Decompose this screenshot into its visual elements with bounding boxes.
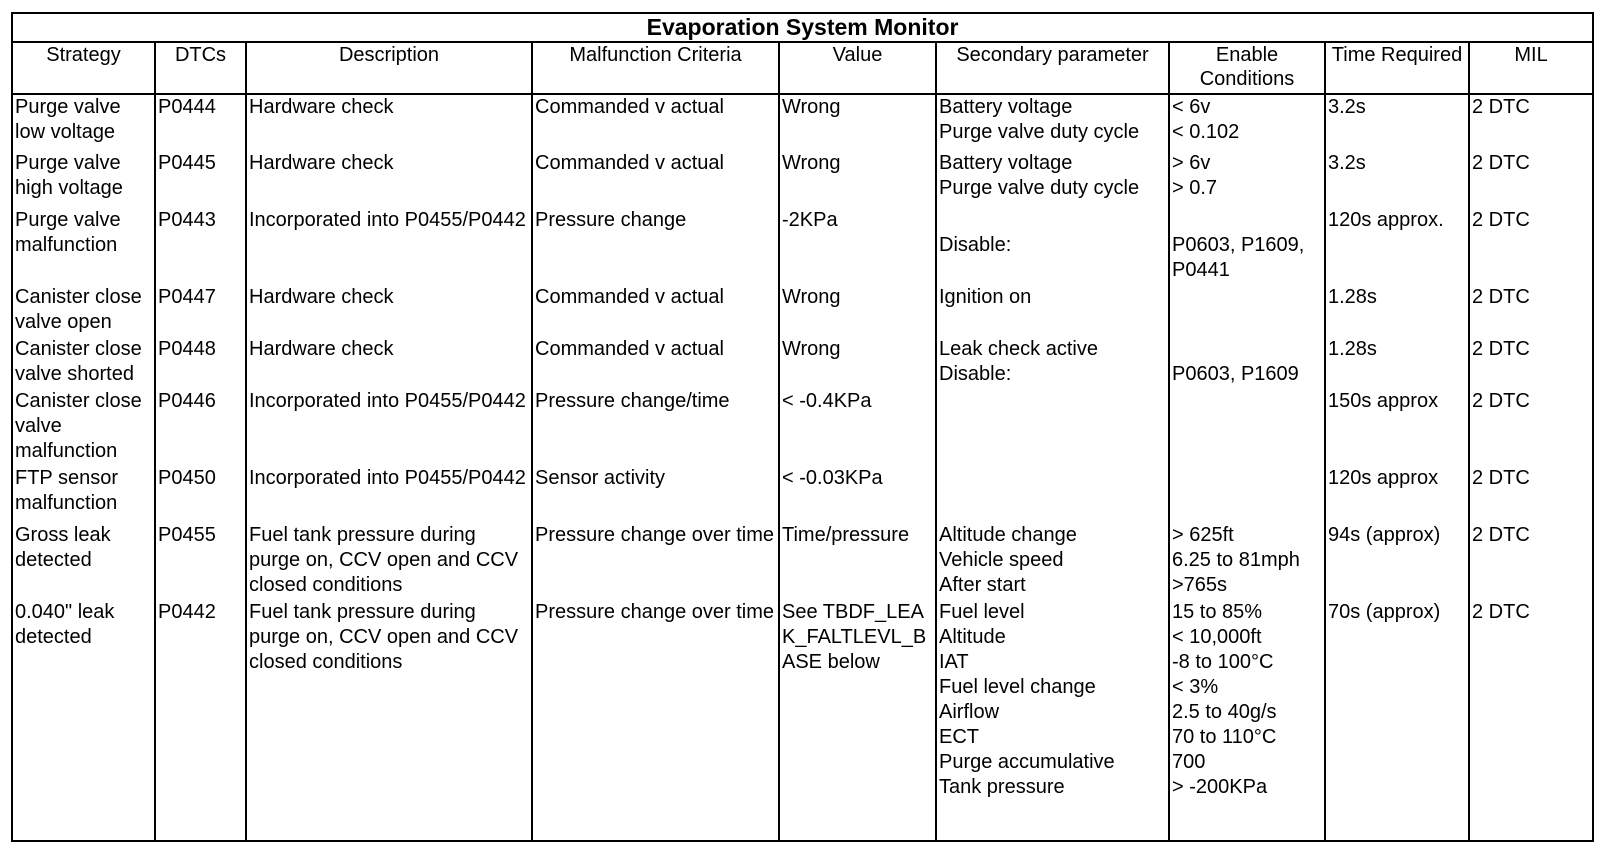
enable-line: 70 to 110°C bbox=[1172, 726, 1277, 748]
secondary-line: Leak check active bbox=[939, 338, 1098, 360]
cell-mil: 2 DTC bbox=[1469, 523, 1593, 600]
cell-secondary bbox=[936, 151, 1169, 208]
cell-secondary bbox=[936, 94, 1169, 151]
cell-strategy: Gross leak detected bbox=[12, 523, 155, 600]
header-description: Description bbox=[246, 42, 532, 94]
cell-enable bbox=[1169, 466, 1325, 523]
secondary-line: Fuel level change bbox=[939, 676, 1096, 698]
cell-value: See TBDF_LEAK_FALTLEVL_BASE below bbox=[779, 600, 936, 841]
cell-dtc: P0445 bbox=[155, 151, 246, 208]
cell-value: Wrong bbox=[779, 337, 936, 389]
header-malfunction-criteria: Malfunction Criteria bbox=[532, 42, 779, 94]
cell-mil: 2 DTC bbox=[1469, 389, 1593, 466]
secondary-line bbox=[939, 208, 1168, 233]
cell-enable bbox=[1169, 523, 1325, 600]
table-row bbox=[12, 389, 1593, 466]
cell-dtc: P0450 bbox=[155, 466, 246, 523]
cell-mil: 2 DTC bbox=[1469, 151, 1593, 208]
table-row bbox=[12, 337, 1593, 389]
enable-line: > 0.7 bbox=[1172, 177, 1218, 199]
cell-secondary bbox=[936, 389, 1169, 466]
enable-line: > 625ft bbox=[1172, 524, 1234, 546]
enable-line: 6.25 to 81mph bbox=[1172, 549, 1300, 571]
cell-strategy: Canister close valve open bbox=[12, 285, 155, 337]
cell-criteria: Pressure change over time bbox=[532, 600, 779, 841]
header-secondary-parameter: Secondary parameter bbox=[936, 42, 1169, 94]
enable-line: > -200KPa bbox=[1172, 776, 1268, 798]
cell-secondary bbox=[936, 337, 1169, 389]
cell-mil: 2 DTC bbox=[1469, 94, 1593, 151]
evaporation-monitor-table bbox=[11, 12, 1594, 842]
cell-enable bbox=[1169, 600, 1325, 841]
cell-description: Hardware check bbox=[246, 337, 532, 389]
cell-enable bbox=[1169, 389, 1325, 466]
header-time-required: Time Required bbox=[1325, 42, 1469, 94]
cell-dtc: P0448 bbox=[155, 337, 246, 389]
cell-secondary bbox=[936, 285, 1169, 337]
cell-criteria: Pressure change over time bbox=[532, 523, 779, 600]
cell-description: Incorporated into P0455/P0442 bbox=[246, 389, 532, 466]
cell-mil: 2 DTC bbox=[1469, 337, 1593, 389]
cell-mil: 2 DTC bbox=[1469, 600, 1593, 841]
secondary-line: Altitude change bbox=[939, 524, 1077, 546]
cell-criteria: Sensor activity bbox=[532, 466, 779, 523]
enable-line: P0603, P1609 bbox=[1172, 363, 1299, 385]
cell-strategy: FTP sensor malfunction bbox=[12, 466, 155, 523]
secondary-line: Disable: bbox=[939, 363, 1012, 385]
enable-line: < 3% bbox=[1172, 676, 1219, 698]
secondary-line: Altitude bbox=[939, 626, 1006, 648]
secondary-line: Purge accumulative bbox=[939, 751, 1115, 773]
cell-enable bbox=[1169, 151, 1325, 208]
cell-description: Fuel tank pressure during purge on, CCV open and CCV closed conditions bbox=[246, 523, 532, 600]
enable-line bbox=[1172, 337, 1324, 362]
enable-line: 15 to 85% bbox=[1172, 601, 1263, 623]
enable-line: 700 bbox=[1172, 751, 1206, 773]
cell-dtc: P0444 bbox=[155, 94, 246, 151]
cell-time: 3.2s bbox=[1325, 94, 1469, 151]
header-dtcs: DTCs bbox=[155, 42, 246, 94]
cell-criteria: Pressure change bbox=[532, 208, 779, 285]
cell-strategy: Purge valve malfunction bbox=[12, 208, 155, 285]
cell-description: Hardware check bbox=[246, 285, 532, 337]
cell-value: Wrong bbox=[779, 94, 936, 151]
secondary-line: Purge valve duty cycle bbox=[939, 177, 1140, 199]
cell-dtc: P0455 bbox=[155, 523, 246, 600]
cell-criteria: Commanded v actual bbox=[532, 94, 779, 151]
secondary-line: Tank pressure bbox=[939, 776, 1065, 798]
cell-time: 1.28s bbox=[1325, 285, 1469, 337]
enable-line: 2.5 to 40g/s bbox=[1172, 701, 1277, 723]
header-mil: MIL bbox=[1469, 42, 1593, 94]
secondary-line: Fuel level bbox=[939, 601, 1025, 623]
cell-strategy: 0.040" leak detected bbox=[12, 600, 155, 841]
cell-enable bbox=[1169, 208, 1325, 285]
table-row bbox=[12, 151, 1593, 208]
table-row bbox=[12, 285, 1593, 337]
cell-secondary bbox=[936, 466, 1169, 523]
secondary-line: IAT bbox=[939, 651, 969, 673]
cell-value: Time/pressure bbox=[779, 523, 936, 600]
cell-description: Hardware check bbox=[246, 151, 532, 208]
cell-mil: 2 DTC bbox=[1469, 466, 1593, 523]
enable-line: >765s bbox=[1172, 574, 1228, 596]
enable-line: P0603, P1609, P0441 bbox=[1172, 234, 1305, 281]
evaporation-monitor-sheet bbox=[11, 12, 1592, 842]
table-title: Evaporation System Monitor bbox=[12, 13, 1593, 42]
cell-time: 94s (approx) bbox=[1325, 523, 1469, 600]
table-row bbox=[12, 208, 1593, 285]
cell-strategy: Canister close valve shorted bbox=[12, 337, 155, 389]
cell-criteria: Commanded v actual bbox=[532, 151, 779, 208]
header-strategy: Strategy bbox=[12, 42, 155, 94]
cell-value: Wrong bbox=[779, 285, 936, 337]
secondary-line: ECT bbox=[939, 726, 979, 748]
cell-secondary bbox=[936, 600, 1169, 841]
table-row bbox=[12, 94, 1593, 151]
enable-line: < 0.102 bbox=[1172, 121, 1240, 143]
cell-mil: 2 DTC bbox=[1469, 285, 1593, 337]
cell-value: < -0.4KPa bbox=[779, 389, 936, 466]
cell-dtc: P0442 bbox=[155, 600, 246, 841]
cell-dtc: P0447 bbox=[155, 285, 246, 337]
cell-time: 120s approx. bbox=[1325, 208, 1469, 285]
cell-value: -2KPa bbox=[779, 208, 936, 285]
header-value: Value bbox=[779, 42, 936, 94]
cell-mil: 2 DTC bbox=[1469, 208, 1593, 285]
cell-dtc: P0443 bbox=[155, 208, 246, 285]
cell-strategy: Purge valve high voltage bbox=[12, 151, 155, 208]
table-row bbox=[12, 600, 1593, 841]
cell-enable bbox=[1169, 337, 1325, 389]
enable-line: < 10,000ft bbox=[1172, 626, 1262, 648]
enable-line: < 6v bbox=[1172, 96, 1211, 118]
cell-value: < -0.03KPa bbox=[779, 466, 936, 523]
cell-value: Wrong bbox=[779, 151, 936, 208]
enable-line: -8 to 100°C bbox=[1172, 651, 1274, 673]
secondary-line: After start bbox=[939, 574, 1026, 596]
cell-description: Incorporated into P0455/P0442 bbox=[246, 208, 532, 285]
secondary-line: Purge valve duty cycle bbox=[939, 121, 1140, 143]
cell-enable bbox=[1169, 94, 1325, 151]
cell-time: 120s approx bbox=[1325, 466, 1469, 523]
cell-time: 3.2s bbox=[1325, 151, 1469, 208]
secondary-line: Battery voltage bbox=[939, 96, 1073, 118]
secondary-line: Battery voltage bbox=[939, 152, 1073, 174]
enable-line bbox=[1172, 208, 1324, 233]
secondary-line: Vehicle speed bbox=[939, 549, 1064, 571]
enable-line: > 6v bbox=[1172, 152, 1211, 174]
cell-time: 1.28s bbox=[1325, 337, 1469, 389]
cell-secondary bbox=[936, 208, 1169, 285]
cell-strategy: Canister close valve malfunction bbox=[12, 389, 155, 466]
cell-time: 70s (approx) bbox=[1325, 600, 1469, 841]
secondary-line: Ignition on bbox=[939, 286, 1032, 308]
table-row bbox=[12, 466, 1593, 523]
secondary-line: Disable: bbox=[939, 234, 1012, 256]
cell-enable bbox=[1169, 285, 1325, 337]
secondary-line: Airflow bbox=[939, 701, 1000, 723]
cell-time: 150s approx bbox=[1325, 389, 1469, 466]
cell-criteria: Commanded v actual bbox=[532, 337, 779, 389]
cell-description: Fuel tank pressure during purge on, CCV open and CCV closed conditions bbox=[246, 600, 532, 841]
cell-strategy: Purge valve low voltage bbox=[12, 94, 155, 151]
cell-criteria: Pressure change/time bbox=[532, 389, 779, 466]
cell-secondary bbox=[936, 523, 1169, 600]
table-row bbox=[12, 523, 1593, 600]
cell-dtc: P0446 bbox=[155, 389, 246, 466]
header-enable-conditions: Enable Conditions bbox=[1169, 42, 1325, 94]
cell-criteria: Commanded v actual bbox=[532, 285, 779, 337]
cell-description: Hardware check bbox=[246, 94, 532, 151]
cell-description: Incorporated into P0455/P0442 bbox=[246, 466, 532, 523]
